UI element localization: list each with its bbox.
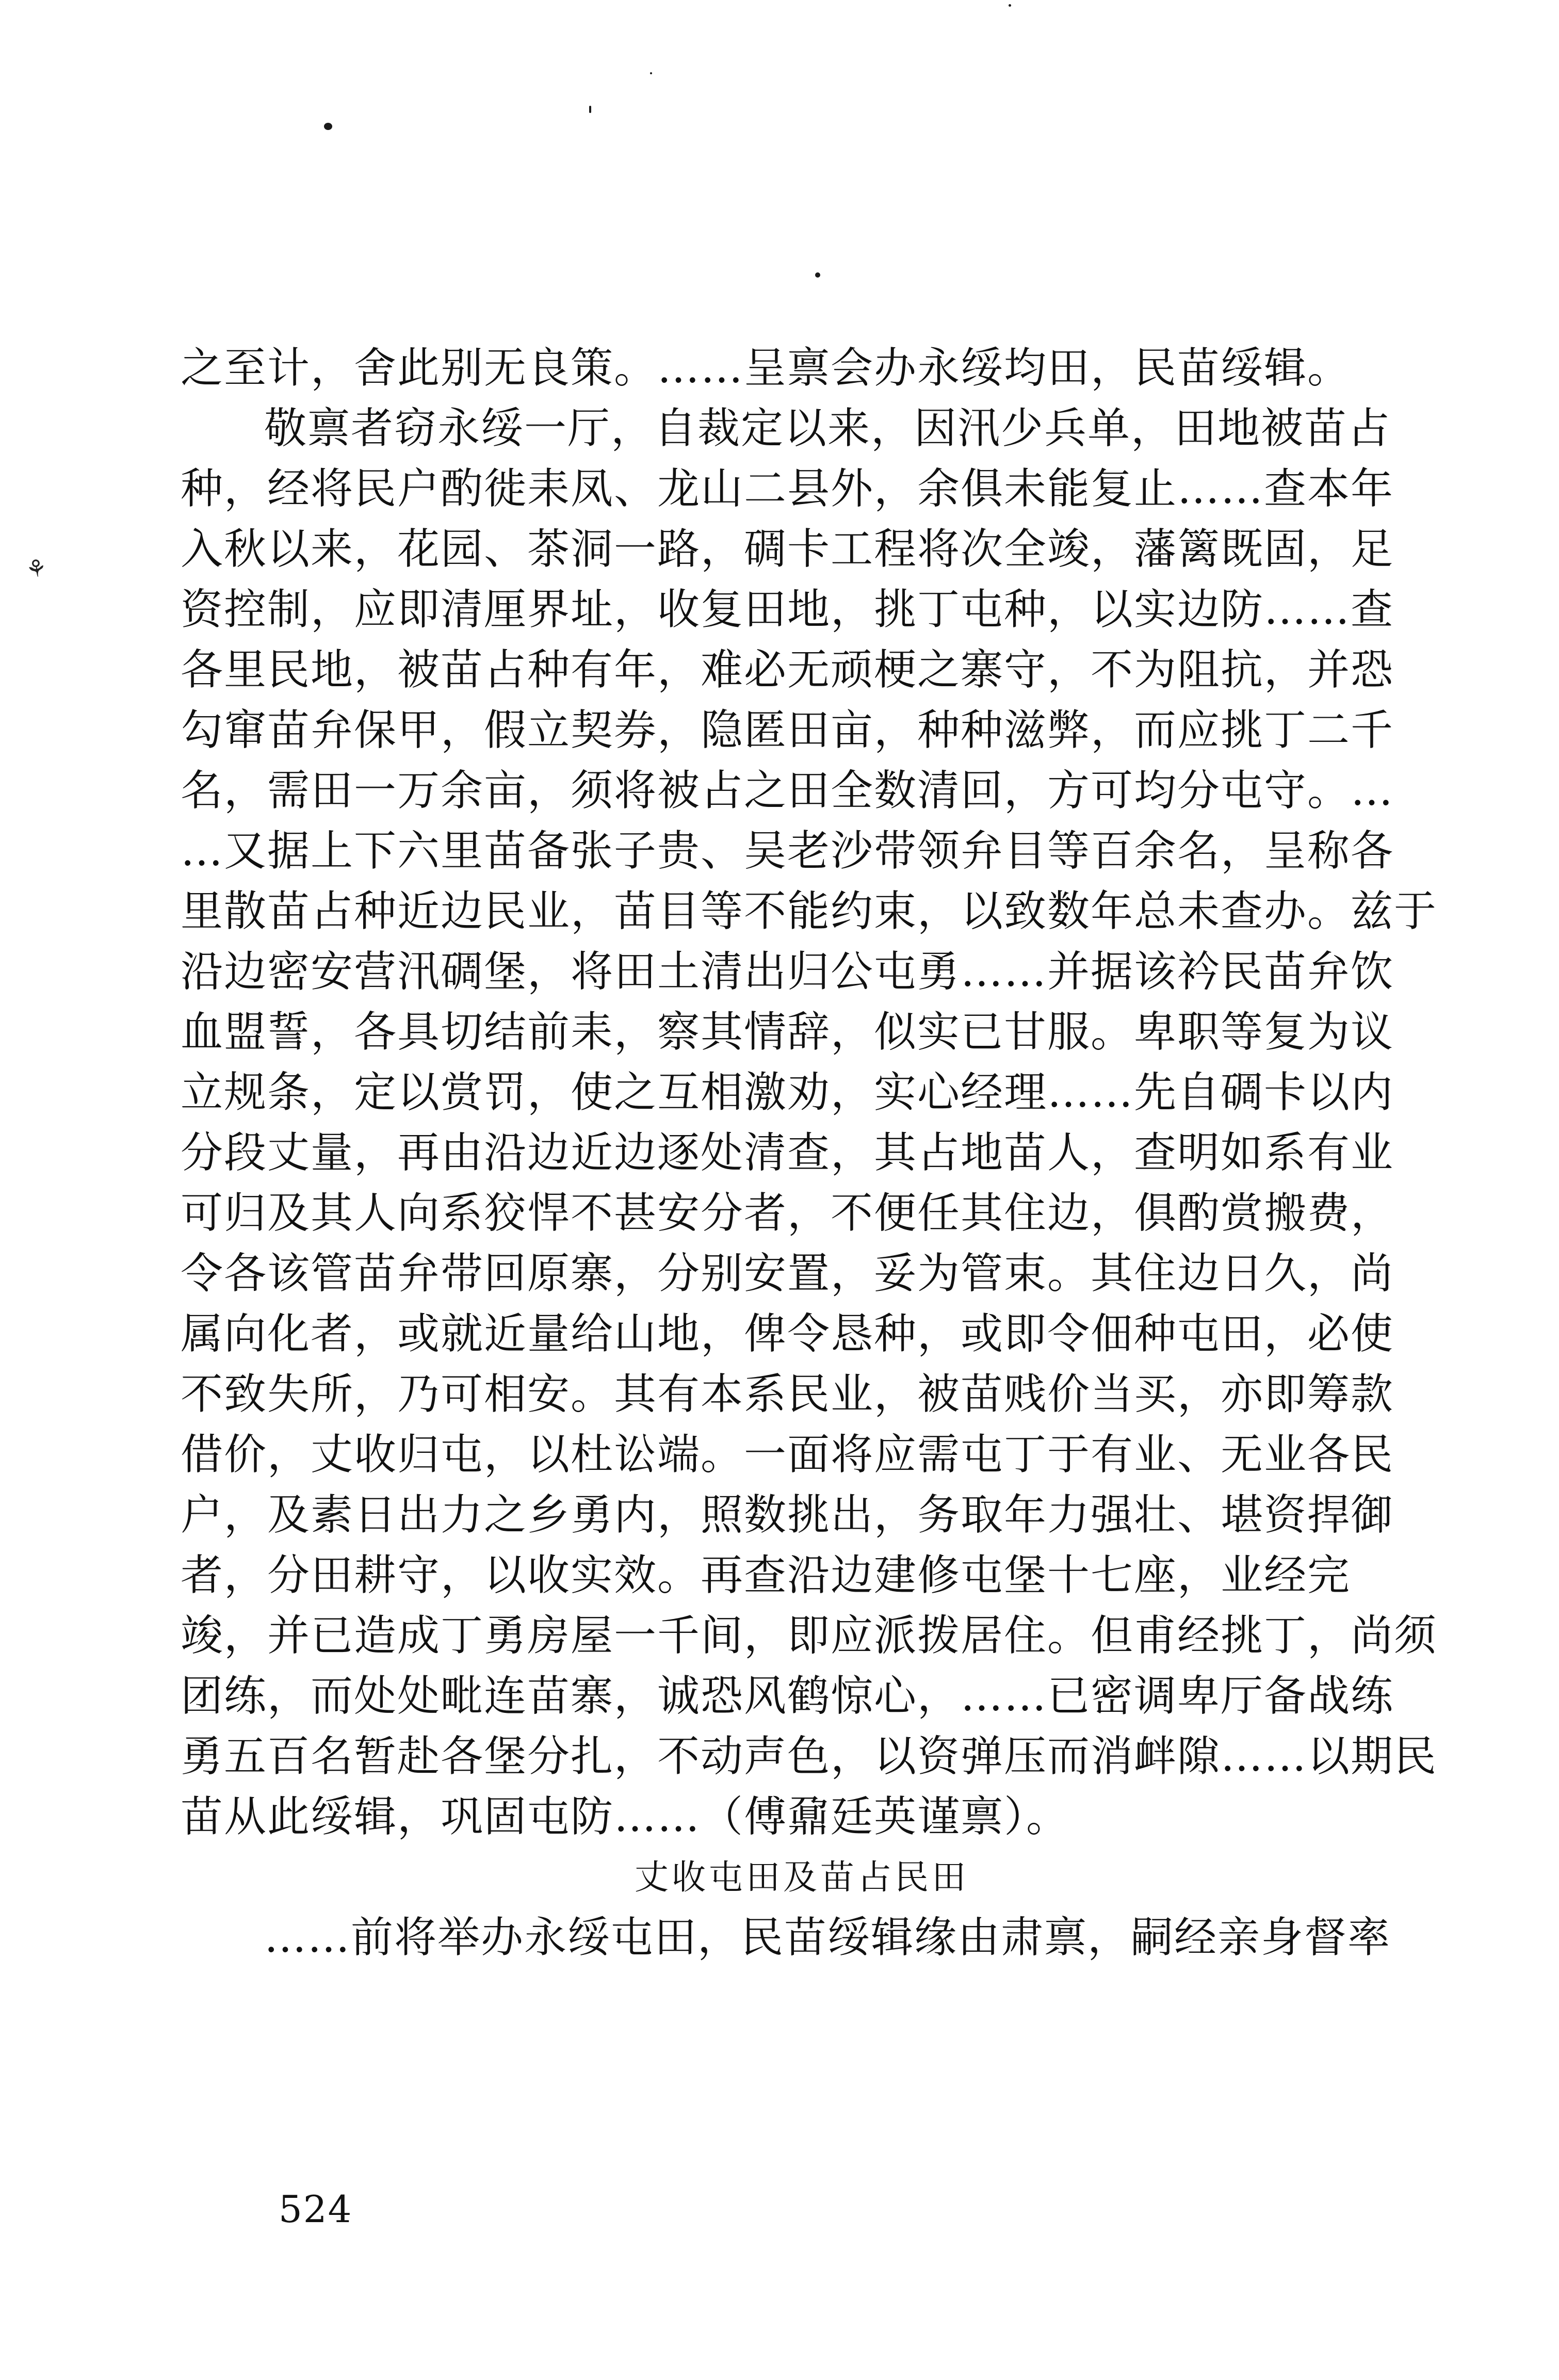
text-line: 资控制，应即清厘界址，收复田地，挑丁屯种，以实边防……查 xyxy=(181,585,1394,634)
page-number: 524 xyxy=(279,2188,353,2231)
ink-speck xyxy=(324,123,332,130)
text-line: 借价，丈收归屯，以杜讼端。一面将应需屯丁于有业、无业各民 xyxy=(181,1430,1394,1479)
document-body xyxy=(181,338,1438,1968)
paragraph-start-line: 敬禀者窃永绥一厅，自裁定以来，因汛少兵单，田地被苗占 xyxy=(264,404,1391,453)
text-line: 沿边密安营汛碉堡，将田土清出归公屯勇……并据该衿民苗弁饮 xyxy=(181,947,1394,996)
ink-speck xyxy=(650,72,652,74)
text-line: 竣，并已造成丁勇房屋一千间，即应派拨居住。但甫经挑丁，尚须 xyxy=(181,1611,1438,1660)
text-line: 种，经将民户酌徙耒凤、龙山二县外，余俱未能复止……查本年 xyxy=(181,464,1394,513)
text-line: 不致失所，乃可相安。其有本系民业，被苗贱价当买，亦即筹款 xyxy=(181,1370,1394,1419)
text-line: 苗从此绥辑，巩固屯防……（傅鼐廷英谨禀）。 xyxy=(181,1792,1070,1841)
text-line: 可归及其人向系狡悍不甚安分者，不便任其住边，俱酌赏搬费， xyxy=(181,1189,1394,1238)
margin-mark: ⚘ xyxy=(24,553,49,584)
text-line: 者，分田耕守，以收实效。再查沿边建修屯堡十七座，业经完 xyxy=(181,1551,1351,1600)
text-line: 血盟誓，各具切结前耒，察其情辞，似实已甘服。卑职等复为议 xyxy=(181,1008,1394,1057)
text-line: 令各该管苗弁带回原寨，分别安置，妥为管束。其住边日久，尚 xyxy=(181,1249,1394,1298)
text-line: 分段丈量，再由沿边近边逐处清查，其占地苗人，查明如系有业 xyxy=(181,1128,1394,1177)
text-line: 入秋以来，花园、茶洞一路，碉卡工程将次全竣，藩篱既固，足 xyxy=(181,525,1394,574)
text-line: 户，及素日出力之乡勇内，照数挑出，务取年力强壮、堪资捍御 xyxy=(181,1491,1394,1540)
ink-speck xyxy=(1009,4,1011,7)
text-line: 里散苗占种近边民业，苗目等不能约束，以致数年总未查办。兹于 xyxy=(181,887,1438,936)
text-line: 勾窜苗弁保甲，假立契券，隐匿田亩，种种滋弊，而应挑丁二千 xyxy=(181,706,1394,755)
text-line: 立规条，定以赏罚，使之互相激劝，实心经理……先自碉卡以内 xyxy=(181,1068,1394,1117)
section-heading: 丈收屯田及苗占民田 xyxy=(635,1857,969,1897)
text-line: 名，需田一万余亩，须将被占之田全数清回，方可均分屯守。… xyxy=(181,766,1394,815)
ink-speck xyxy=(815,272,820,278)
text-line: 各里民地，被苗占种有年，难必无顽梗之寨守，不为阻抗，并恐 xyxy=(181,645,1394,694)
text-line: …又据上下六里苗备张子贵、吴老沙带领弁目等百余名，呈称各 xyxy=(181,827,1394,876)
ink-speck xyxy=(589,106,591,113)
text-line: 勇五百名暂赴各堡分扎，不动声色，以资弹压而消衅隙……以期民 xyxy=(181,1732,1438,1781)
text-line: 之至计，舍此别无良策。……呈禀会办永绥均田，民苗绥辑。 xyxy=(181,344,1351,393)
text-line: 属向化者，或就近量给山地，俾令恳种，或即令佃种屯田，必使 xyxy=(181,1309,1394,1358)
text-line: 团练，而处处毗连苗寨，诚恐风鹤惊心，……已密调卑厅备战练 xyxy=(181,1672,1394,1721)
paragraph-start-line: ……前将举办永绥屯田，民苗绥辑缘由肃禀，嗣经亲身督率 xyxy=(264,1913,1391,1962)
